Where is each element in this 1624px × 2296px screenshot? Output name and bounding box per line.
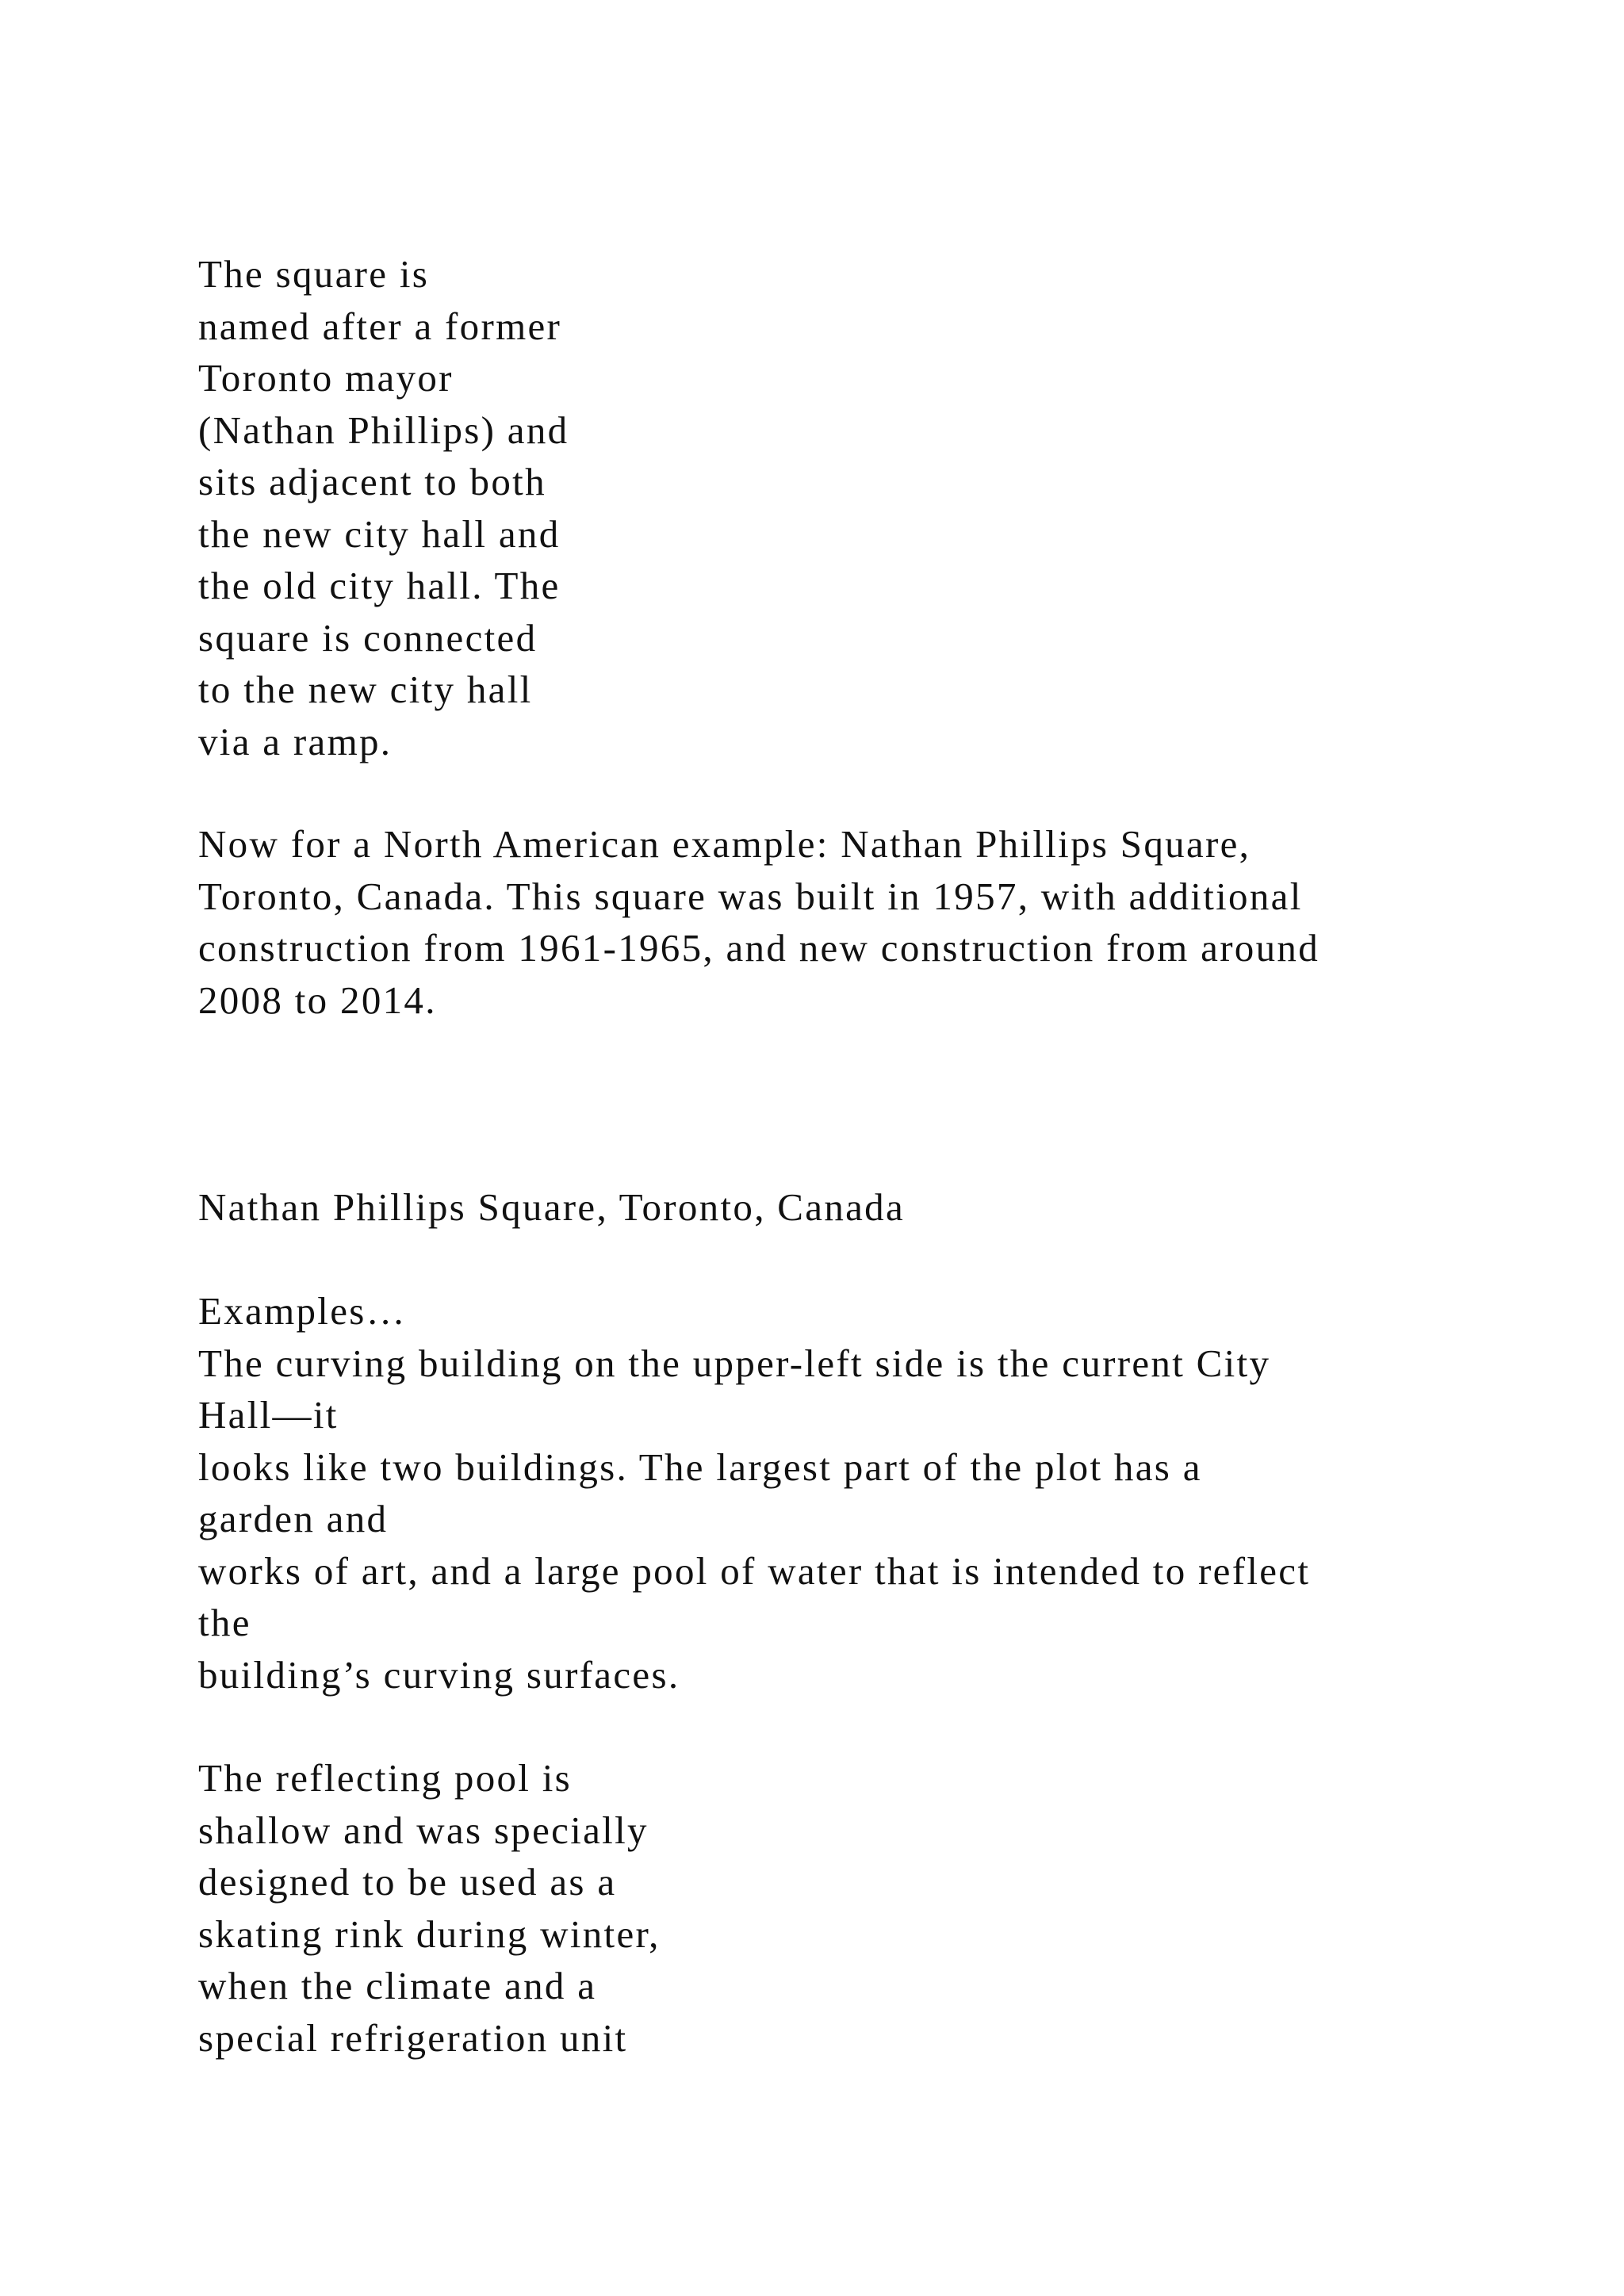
text-line: to the new city hall bbox=[198, 668, 533, 711]
text-line: The curving building on the upper-left side is the current City bbox=[198, 1341, 1271, 1385]
text-line: the bbox=[198, 1601, 251, 1644]
text-line: shallow and was specially bbox=[198, 1808, 649, 1852]
text-line: building’s curving surfaces. bbox=[198, 1652, 680, 1697]
paragraph-north-american-example bbox=[198, 818, 1320, 1026]
paragraph-examples bbox=[198, 1285, 1310, 1701]
text-line: designed to be used as a bbox=[198, 1860, 617, 1904]
text-line: skating rink during winter, bbox=[198, 1911, 661, 1956]
paragraph-reflecting-pool bbox=[198, 1752, 661, 2064]
text-line: Toronto, Canada. This square was built in 1957, with additional bbox=[198, 874, 1303, 918]
text-line: The reflecting pool is bbox=[198, 1756, 573, 1800]
text-line: Nathan Phillips Square, Toronto, Canada bbox=[198, 1185, 906, 1229]
text-line: garden and bbox=[198, 1497, 389, 1540]
text-line: special refrigeration unit bbox=[198, 2015, 628, 2060]
paragraph-square-naming bbox=[198, 248, 569, 767]
text-line: sits adjacent to both bbox=[198, 460, 546, 503]
text-line: (Nathan Phillips) and bbox=[198, 408, 569, 452]
text-line: Examples… bbox=[198, 1289, 407, 1333]
text-line: Hall—it bbox=[198, 1393, 339, 1437]
text-line: named after a former bbox=[198, 304, 562, 348]
text-line: The square is bbox=[198, 252, 430, 296]
text-line: the new city hall and bbox=[198, 511, 561, 556]
text-line: square is connected bbox=[198, 615, 538, 660]
text-line: Toronto mayor bbox=[198, 356, 454, 400]
text-line: construction from 1961-1965, and new construction from around bbox=[198, 926, 1320, 970]
text-line: when the climate and a bbox=[198, 1964, 597, 2007]
text-line: Now for a North American example: Nathan Phillips Square, bbox=[198, 822, 1251, 866]
text-line: 2008 to 2014. bbox=[198, 978, 437, 1022]
text-line: looks like two buildings. The largest part of the plot has a bbox=[198, 1445, 1202, 1489]
text-line: works of art, and a large pool of water that is intended to reflect bbox=[198, 1548, 1311, 1593]
text-line: via a ramp. bbox=[198, 719, 393, 763]
paragraph-caption-title bbox=[198, 1181, 905, 1234]
text-line: the old city hall. The bbox=[198, 564, 561, 607]
